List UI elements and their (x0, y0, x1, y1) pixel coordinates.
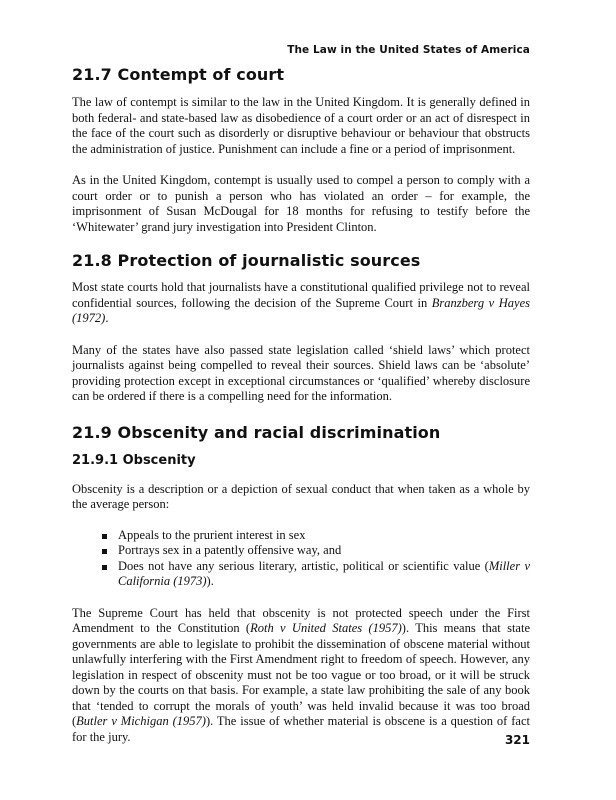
text: ). This means that state governments are able to legislate to prohibit the dissemination of obscene material without unlawfully interfering with the First Amendment right to freedom of speech. However, any legislation in respect of obscenity must not be too vague or too broad, or it will be struck down by the courts on that basis. For example, a state law prohibiting the sale of any book that ‘tended to corrupt the morals of youth’ was held invalid because it was too broad ( (72, 621, 530, 728)
case-citation: Branzberg v Hayes (1972) (72, 295, 530, 325)
section-heading-obscenity: 21.9 Obscenity and racial discrimination (72, 422, 441, 442)
paragraph-contempt-2: As in the United Kingdom, contempt is usually used to compel a person to comply with a court order or to punish a person who has violated an order – for example, the imprisonment of Susan McDougal for 18 months for refusing to testify before the ‘Whitewater’ grand jury investigation into President Clinton. (72, 173, 530, 234)
paragraph-sources-2: Many of the states have also passed state legislation called ‘shield laws’ which protect journalists against being compelled to reveal their sources. Shield laws can be ‘absolute’ providing protection except in exceptional circumstances or ‘qualified’ whereby disclosure can be ordered if there is a compelling need for the information. (72, 342, 530, 403)
bullet-icon (102, 534, 107, 539)
text: The Supreme Court has held that obscenity is not protected speech under the First Amendment to the Constitution ( (72, 605, 530, 635)
case-citation: Butler v Michigan (1957) (76, 714, 206, 728)
bullet-icon (102, 565, 107, 570)
criteria-list (72, 528, 530, 590)
text: ). (206, 574, 214, 588)
running-head: The Law in the United States of America (287, 44, 530, 56)
text: Most state courts hold that journalists have a constitutional qualified privilege not to reveal confidential sources, following the decision of the Supreme Court in (72, 280, 530, 310)
case-citation: Roth v United States (1957) (250, 621, 402, 635)
subsection-heading-obscenity: 21.9.1 Obscenity (72, 452, 196, 468)
paragraph-obscenity-2 (72, 606, 530, 746)
section-heading-contempt: 21.7 Contempt of court (72, 65, 285, 84)
page-number: 321 (504, 733, 530, 747)
text: Portrays sex in a patently offensive way, and (118, 543, 342, 557)
section-heading-sources: 21.8 Protection of journalistic sources (72, 251, 421, 270)
list-item (102, 528, 530, 544)
paragraph-contempt-1: The law of contempt is similar to the law in the United Kingdom. It is generally defined in both federal- and state-based law as disobedience of a court order or an act of disrespect in the face of the court such as disorderly or disruptive behaviour or behaviour that obstructs the administration of justice. Punishment can include a fine or a period of imprisonment. (72, 95, 530, 156)
case-citation: Miller v California (1973) (118, 558, 530, 588)
text: . (105, 311, 109, 325)
paragraph-sources-1 (72, 280, 530, 327)
list-item (102, 543, 530, 559)
text: ). The issue of whether material is obscene is a question of fact for the jury. (72, 714, 530, 744)
text: Does not have any serious literary, artistic, political or scientific value ( (118, 558, 489, 573)
bullet-icon (102, 549, 107, 554)
text: Appeals to the prurient interest in sex (118, 527, 306, 542)
list-item (102, 559, 530, 590)
page-body (72, 64, 530, 745)
paragraph-obscenity-1: Obscenity is a description or a depiction of sexual conduct that when taken as a whole by the average person: (72, 481, 530, 511)
